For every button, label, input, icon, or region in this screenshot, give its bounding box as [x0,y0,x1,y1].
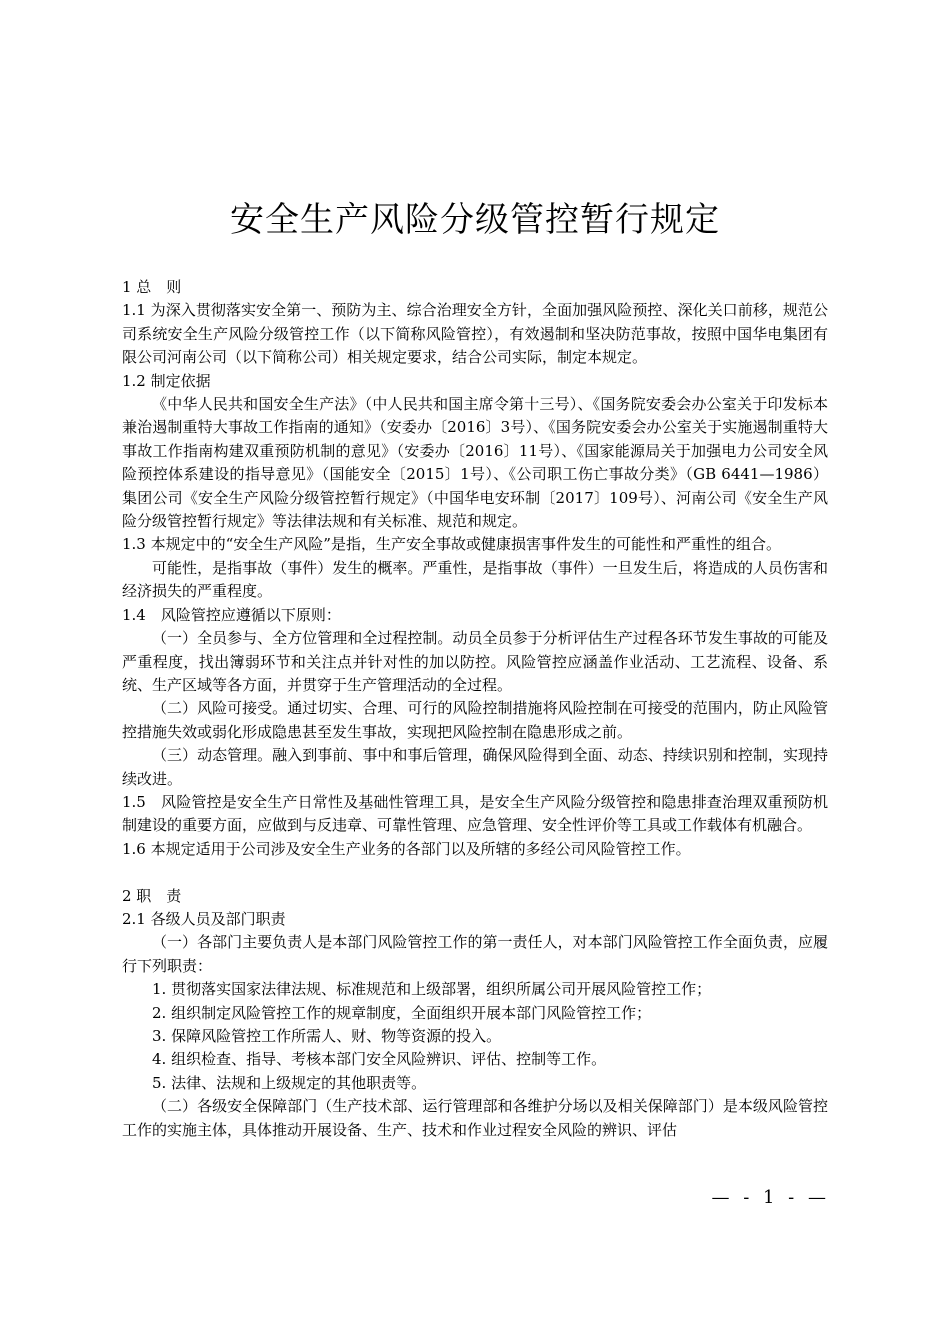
document-body [122,276,828,1142]
section-heading-2: 2 职 责 [122,886,182,905]
clause-1-1: 1.1 为深入贯彻落实安全第一、预防为主、综合治理安全方针，全面加强风险预控、深化关口前移，规范公司系统安全生产风险分级管控工作（以下简称风险管控），有效遏制和坚决防范事故，按照中国华电集团有限公司河南公司（以下简称公司）相关规定要求，结合公司实际，制定本规定。 [122,301,828,367]
duty-paragraph-2: （二）各级安全保障部门（生产技术部、运行管理部和各维护分场以及相关保障部门）是本级风险管控工作的实施主体，具体推动开展设备、生产、技术和作业过程安全风险的辨识、评估 [122,1097,828,1139]
document-title: 安全生产风险分级管控暂行规定 [230,200,720,240]
duty-item-2: 2. 组织制定风险管控工作的规章制度，全面组织开展本部门风险管控工作； [152,1003,652,1022]
clause-1-3-definition: 可能性，是指事故（事件）发生的概率。严重性，是指事故（事件）一旦发生后，将造成的人员伤害和经济损失的严重程度。 [122,558,828,601]
duty-item-1: 1. 贯彻落实国家法律法规、标准规范和上级部署，组织所属公司开展风险管控工作； [152,980,712,999]
duty-item-5: 5. 法律、法规和上级规定的其他职责等。 [152,1073,427,1092]
clause-1-3: 1.3 本规定中的“安全生产风险”是指，生产安全事故或健康损害事件发生的可能性和严重性的组合。 [122,535,781,554]
clause-1-6: 1.6 本规定适用于公司涉及安全生产业务的各部门以及所辖的多经公司风险管控工作。 [122,839,691,858]
duty-paragraph-1: （一）各部门主要负责人是本部门风险管控工作的第一责任人，对本部门风险管控工作全面负责，应履行下列职责： [122,933,828,975]
clause-1-2-basis: 《中华人民共和国安全生产法》（中人民共和国主席令第十三号）、《国务院安委会办公室关于印发标本兼治遏制重特大事故工作指南的通知》（安委办〔2016〕3号）、《国务院安委会办公室关于实施遏制重特大事故工作指南构建双重预防机制的意见》（安委办〔2016〕11号）、《国家能源局关于加强电力公司安全风险预控体系建设的指导意见》（国能安全〔2015〕1号）、《公司职工伤亡事故分类》（GB 6441—1986）集团公司《安全生产风险分级管控暂行规定》（中国华电安环制〔2017〕109号）、河南公司《安全生产风险分级管控暂行规定》等法律法规和有关标准、规范和规定。 [122,395,828,531]
principle-1: （一）全员参与、全方位管理和全过程控制。动员全员参于分析评估生产过程各环节发生事故的可能及严重程度，找出簿弱环节和关注点并针对性的加以防控。风险管控应涵盖作业活动、工艺流程、设备、系统、生产区域等各方面，并贯穿于生产管理活动的全过程。 [122,629,828,694]
page-number: — - 1 - — [711,1187,830,1208]
clause-1-4: 1.4 风险管控应遵循以下原则： [122,605,341,624]
principle-3: （三）动态管理。融入到事前、事中和事后管理，确保风险得到全面、动态、持续识别和控制，实现持续改进。 [122,746,828,788]
principle-2: （二）风险可接受。通过切实、合理、可行的风险控制措施将风险控制在可接受的范围内，防止风险管控措施失效或弱化形成隐患甚至发生事故，实现把风险控制在隐患形成之前。 [122,699,828,741]
clause-1-5: 1.5 风险管控是安全生产日常性及基础性管理工具，是安全生产风险分级管控和隐患排查治理双重预防机制建设的重要方面，应做到与反违章、可靠性管理、应急管理、安全性评价等工具或工作载体有机融合。 [122,792,828,835]
section-spacer [122,861,828,884]
duty-item-4: 4. 组织检查、指导、考核本部门安全风险辨识、评估、控制等工作。 [152,1050,607,1069]
section-heading-1: 1 总 则 [122,278,182,296]
duty-item-3: 3. 保障风险管控工作所需人、财、物等资源的投入。 [152,1026,502,1045]
clause-1-2-heading: 1.2 制定依据 [122,371,211,390]
clause-2-1: 2.1 各级人员及部门职责 [122,909,286,928]
